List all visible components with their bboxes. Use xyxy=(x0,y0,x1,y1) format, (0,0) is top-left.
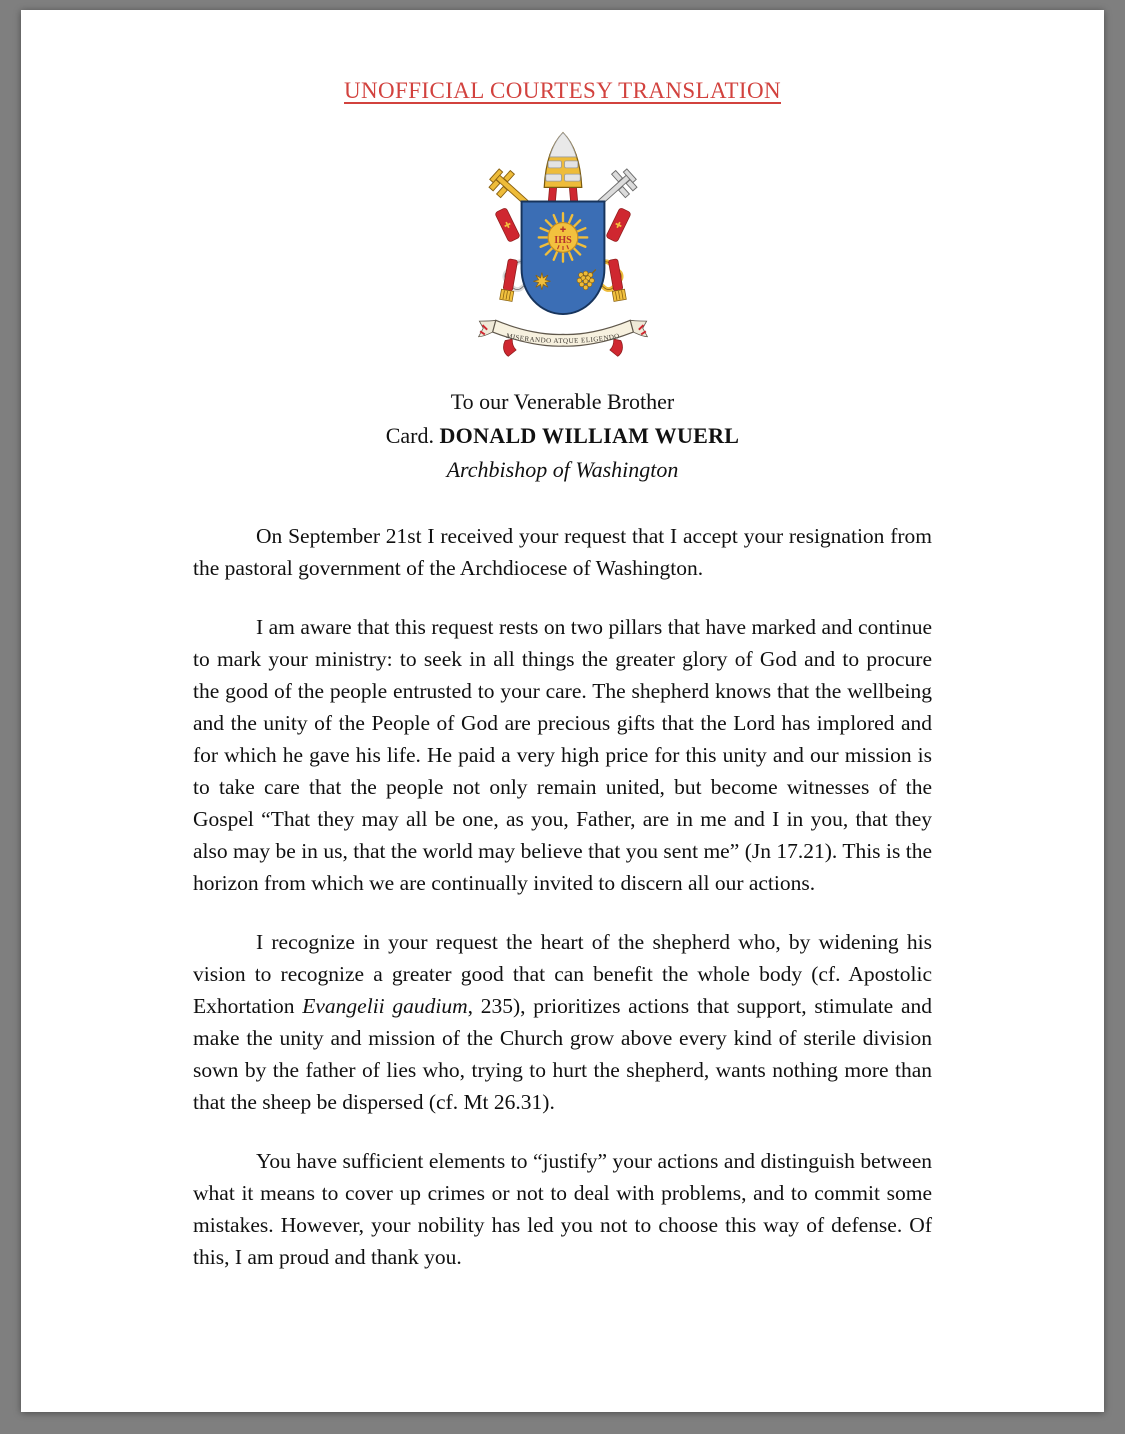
paragraph-2: I am aware that this request rests on two pillars that have marked and continue to mark your ministry: to seek in all things the greater glory of God and to procure the good of the people entrusted to your care. The shepherd knows that the wellbeing and the unity of the People of God are precious gifts that the Lord has implored and for which he gave his life. He paid a very high price for this unity and our mission is to take care that the people not only remain united, but become witnesses of the Gospel “That they may all be one, as you, Father, are in me and I in you, that they also may be in us, that the world may believe that you sent me” (Jn 17.21). This is the horizon from which we are continually invited to discern all our actions. xyxy=(193,614,932,895)
recipient-role: Archbishop of Washington xyxy=(446,456,679,482)
coat-of-arms-graphic xyxy=(477,128,649,363)
recipient-block xyxy=(21,385,1104,487)
ihs-sun-icon xyxy=(538,213,586,261)
letter-page xyxy=(21,10,1104,1412)
paragraph-4: You have sufficient elements to “justify” your actions and distinguish between what it means to cover up crimes or not to deal with problems, and to commit some mistakes. However, your nobility has led you not to choose this way of defense. Of this, I am proud and thank you. xyxy=(193,1148,932,1269)
ihs-monogram: IHS xyxy=(553,234,572,246)
papal-coat-of-arms xyxy=(477,128,649,363)
recipient-title-prefix: Card. xyxy=(385,422,434,448)
paragraph-1: On September 21st I received your request that I accept your resignation from the pastoral government of the Archdiocese of Washington. xyxy=(193,523,932,580)
recipient-name: DONALD WILLIAM WUERL xyxy=(439,422,740,448)
letter-body xyxy=(21,520,1104,1273)
paragraph-3-italic-title: Evangelii gaudium xyxy=(302,993,468,1018)
paragraph-3-part1: I recognize in your request the heart of the shepherd who, by widening his vision to recognize a greater good that can benefit the whole body (cf. Apostolic Exhortation xyxy=(193,929,932,1018)
paragraph-3-part2: , 235), prioritizes actions that support, stimulate and make the unity and mission of the Church grow above every kind of sterile division sown by the father of lies who, trying to hurt the shepherd, wants nothing more than that the sheep be dispersed (cf. Mt 26.31). xyxy=(193,993,933,1114)
star-icon xyxy=(533,273,550,290)
page-title: UNOFFICIAL COURTESY TRANSLATION xyxy=(344,78,781,103)
recipient-name-line xyxy=(21,419,1104,453)
motto-banner xyxy=(478,320,647,356)
recipient-salutation: To our Venerable Brother xyxy=(450,388,675,414)
motto-text: MISERANDO ATQUE ELIGENDO xyxy=(504,331,621,345)
paragraph-3 xyxy=(193,926,932,1118)
